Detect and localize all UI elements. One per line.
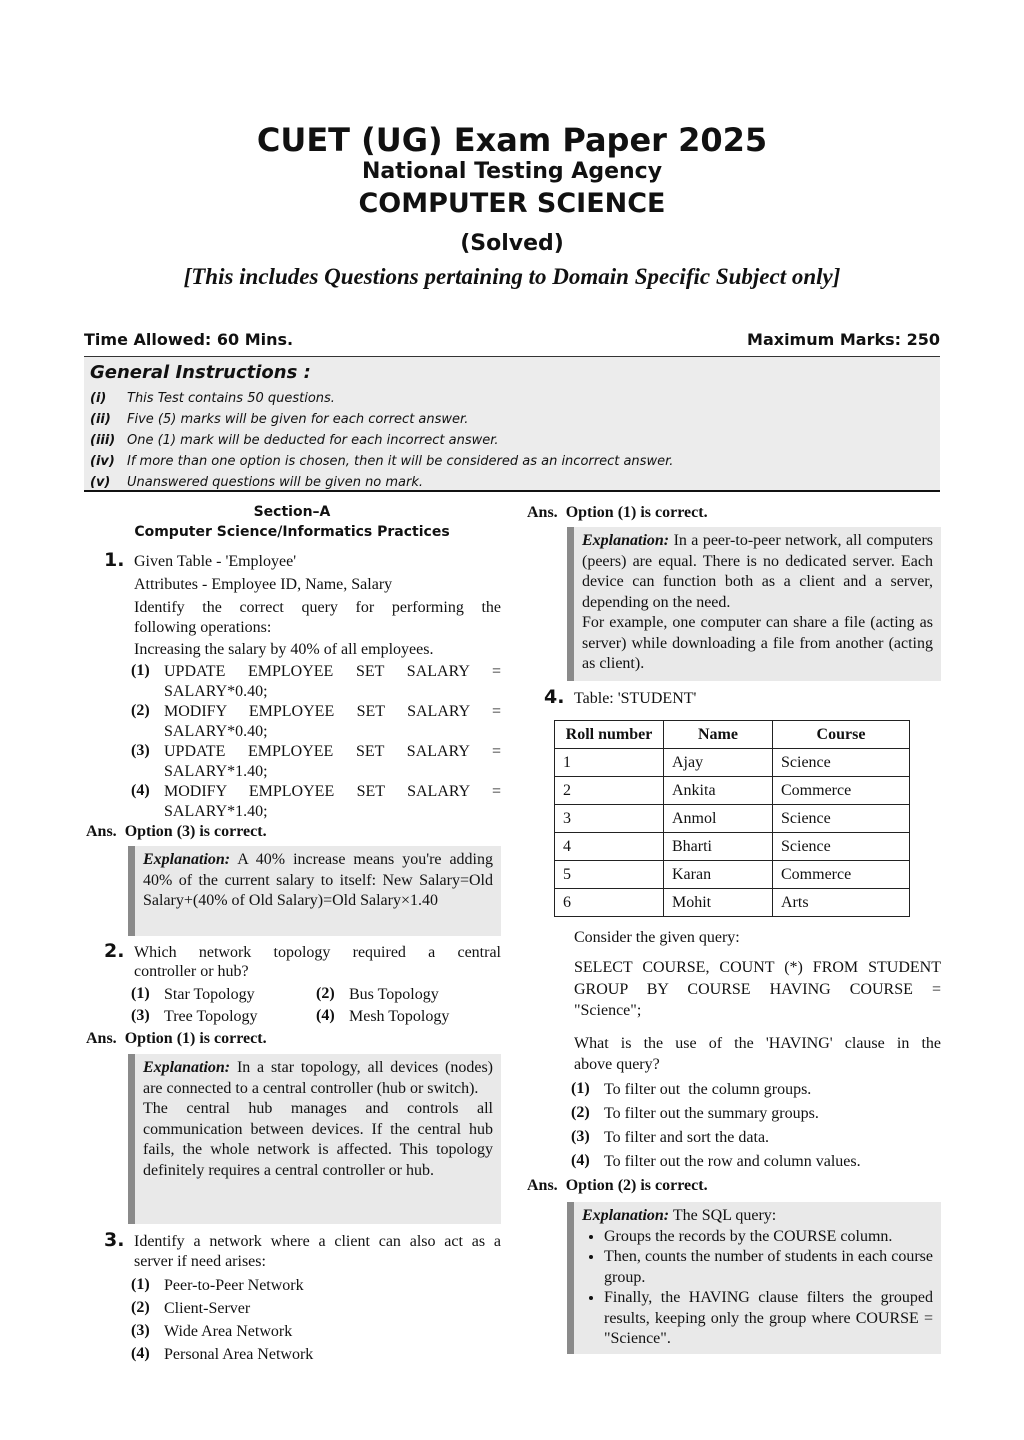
question-text: server if need arises: (134, 1253, 266, 1270)
section-subtitle: Computer Science/Informatics Practices (134, 524, 450, 540)
question-text: Increasing the salary by 40% of all employees. (134, 641, 434, 658)
answer-label: Ans. (86, 823, 117, 840)
instruction-num: (iii) (90, 433, 116, 448)
instruction-num: (i) (90, 391, 107, 406)
explanation-text: In a star topology, all devices (nodes) are connected to a central controller (hub or switch). (143, 1059, 494, 1097)
answer-text: Option (1) is correct. (124, 1030, 267, 1047)
option-number: (2) (571, 1104, 590, 1121)
table-cell: Commerce (773, 777, 910, 805)
question-text: Given Table - 'Employee' (134, 553, 297, 570)
instruction-num: (ii) (90, 412, 111, 427)
time-allowed: Time Allowed: 60 Mins. (84, 330, 294, 349)
question-number: 2. (104, 940, 125, 962)
instruction-num: (v) (90, 475, 111, 490)
instruction-text: If more than one option is chosen, then it will be considered as an incorrect answer. (127, 454, 674, 469)
option-number: (1) (131, 985, 150, 1002)
option-number: (3) (571, 1128, 590, 1145)
option-text: SALARY*1.40; (164, 763, 268, 780)
option-text: Tree Topology (164, 1008, 258, 1025)
column-header: Course (773, 721, 910, 749)
table-cell: Mohit (664, 889, 773, 917)
sql-query: SELECT COURSE, COUNT (*) FROM STUDENT (574, 959, 941, 976)
table-cell: 3 (555, 805, 664, 833)
option-number: (1) (131, 662, 150, 679)
explanation-box (567, 527, 941, 681)
question-text: Which network topology required a central (134, 944, 501, 961)
question-text: Attributes - Employee ID, Name, Salary (134, 576, 393, 593)
explanation-label: Explanation: (143, 851, 231, 868)
explanation-label: Explanation: (143, 1059, 231, 1076)
table-row (555, 805, 910, 833)
explanation-text: The SQL query: (672, 1207, 777, 1224)
instruction-item (90, 389, 335, 409)
instruction-item (90, 452, 673, 472)
table-cell: Karan (664, 861, 773, 889)
question-text: What is the use of the 'HAVING' clause in the (574, 1035, 941, 1052)
option-text: Star Topology (164, 986, 255, 1003)
sql-query: "Science"; (574, 1002, 642, 1019)
table-cell: Bharti (664, 833, 773, 861)
instruction-text: One (1) mark will be deducted for each incorrect answer. (127, 433, 499, 448)
list-item: • Finally, the HAVING clause filters the grouped results, keeping only the group where COURSE = "Science". (604, 1288, 933, 1350)
sql-query: GROUP BY COURSE HAVING COURSE = (574, 981, 941, 998)
option-number: (4) (316, 1007, 335, 1024)
question-text: controller or hub? (134, 963, 249, 980)
table-cell: 5 (555, 861, 664, 889)
solved-label: (Solved) (460, 231, 564, 256)
table-row (555, 889, 910, 917)
answer-text: Option (1) is correct. (565, 504, 708, 521)
option-text: Bus Topology (349, 986, 439, 1003)
option-text: Peer-to-Peer Network (164, 1277, 304, 1294)
explanation-box (128, 846, 501, 936)
table-row (555, 861, 910, 889)
subject-name: COMPUTER SCIENCE (358, 188, 666, 219)
option-number: (1) (571, 1080, 590, 1097)
answer-label: Ans. (86, 1030, 117, 1047)
instructions-heading: General Instructions : (90, 362, 311, 383)
answer-text: Option (3) is correct. (124, 823, 267, 840)
option-text: SALARY*1.40; (164, 803, 268, 820)
table-cell: Science (773, 833, 910, 861)
option-text: UPDATE EMPLOYEE SET SALARY = (164, 743, 501, 760)
answer-text: Option (2) is correct. (565, 1177, 708, 1194)
general-instructions (84, 356, 940, 492)
option-text: MODIFY EMPLOYEE SET SALARY = (164, 783, 501, 800)
table-title: Table: 'STUDENT' (574, 690, 697, 707)
option-text: Mesh Topology (349, 1008, 450, 1025)
table-cell: Science (773, 805, 910, 833)
option-text: To filter out the row and column values. (604, 1153, 861, 1170)
answer-line (86, 1030, 267, 1048)
table-cell: Ajay (664, 749, 773, 777)
list-item: • Groups the records by the COURSE column. (604, 1227, 933, 1248)
answer-line (86, 823, 267, 841)
explanation-list (582, 1227, 933, 1350)
explanation-label: Explanation: (582, 532, 670, 549)
option-text: Wide Area Network (164, 1323, 293, 1340)
question-number: 4. (544, 686, 565, 708)
student-table (554, 720, 910, 917)
table-cell: Anmol (664, 805, 773, 833)
instruction-item (90, 431, 499, 451)
section-title: Section–A (253, 504, 331, 520)
option-text: SALARY*0.40; (164, 683, 268, 700)
option-number: (2) (316, 985, 335, 1002)
option-number: (2) (131, 702, 150, 719)
option-text: UPDATE EMPLOYEE SET SALARY = (164, 663, 501, 680)
option-number: (3) (131, 742, 150, 759)
option-text: Personal Area Network (164, 1346, 314, 1363)
question-number: 1. (104, 549, 125, 571)
question-text: following operations: (134, 619, 272, 636)
question-text: Identify a network where a client can also act as a (134, 1233, 501, 1250)
table-cell: 2 (555, 777, 664, 805)
option-text: To filter out the column groups. (604, 1081, 812, 1098)
option-number: (4) (131, 782, 150, 799)
instruction-text: Unanswered questions will be given no mark. (127, 475, 424, 490)
instruction-item (90, 473, 423, 493)
instruction-text: Five (5) marks will be given for each correct answer. (127, 412, 469, 427)
question-number: 3. (104, 1229, 125, 1251)
table-cell: 4 (555, 833, 664, 861)
answer-line (527, 1177, 708, 1195)
table-cell: 6 (555, 889, 664, 917)
maximum-marks: Maximum Marks: 250 (747, 330, 940, 349)
table-cell: 1 (555, 749, 664, 777)
question-text: above query? (574, 1056, 660, 1073)
instruction-text: This Test contains 50 questions. (127, 391, 335, 406)
option-number: (3) (131, 1007, 150, 1024)
question-text: Identify the correct query for performing the (134, 599, 501, 616)
option-text: To filter out the summary groups. (604, 1105, 819, 1122)
option-text: Client-Server (164, 1300, 251, 1317)
option-text: To filter and sort the data. (604, 1129, 770, 1146)
instruction-num: (iv) (90, 454, 115, 469)
scope-note: [This includes Questions pertaining to Domain Specific Subject only] (183, 264, 841, 289)
explanation-box (567, 1202, 941, 1354)
agency-name: National Testing Agency (361, 159, 663, 184)
explanation-text: A 40% increase means you're adding 40% of the current salary to itself: New Salary=Old Salary+(40% of Old Salary)=Old Salary×1.40 (143, 851, 494, 909)
table-header-row (555, 721, 910, 749)
answer-label: Ans. (527, 1177, 558, 1194)
table-row (555, 749, 910, 777)
table-cell: Ankita (664, 777, 773, 805)
option-number: (3) (131, 1322, 150, 1339)
option-number: (2) (131, 1299, 150, 1316)
explanation-text: For example, one computer can share a file (acting as server) while downloading a file from another (acting as client). (582, 614, 933, 672)
option-number: (1) (131, 1276, 150, 1293)
option-number: (4) (131, 1345, 150, 1362)
explanation-label: Explanation: (582, 1207, 670, 1224)
list-item: • Then, counts the number of students in each course group. (604, 1247, 933, 1288)
column-header: Name (664, 721, 773, 749)
question-text: Consider the given query: (574, 929, 740, 946)
table-cell: Commerce (773, 861, 910, 889)
explanation-text: The central hub manages and controls all communication between devices. If the central hub fails, the whole network is affected. This topology definitely requires a central controller or hub. (143, 1100, 493, 1179)
table-row (555, 777, 910, 805)
table-cell: Science (773, 749, 910, 777)
paper-title: CUET (UG) Exam Paper 2025 (256, 121, 768, 159)
instruction-item (90, 410, 468, 430)
option-text: SALARY*0.40; (164, 723, 268, 740)
explanation-box (128, 1054, 501, 1224)
answer-line (527, 504, 708, 522)
column-header: Roll number (555, 721, 664, 749)
answer-label: Ans. (527, 504, 558, 521)
option-number: (4) (571, 1152, 590, 1169)
option-text: MODIFY EMPLOYEE SET SALARY = (164, 703, 501, 720)
explanation-text: In a peer-to-peer network, all computers (peers) are equal. There is no dedicated server. Each device can function both as a client and a server, depending on the need. (582, 532, 934, 611)
table-row (555, 833, 910, 861)
table-cell: Arts (773, 889, 910, 917)
